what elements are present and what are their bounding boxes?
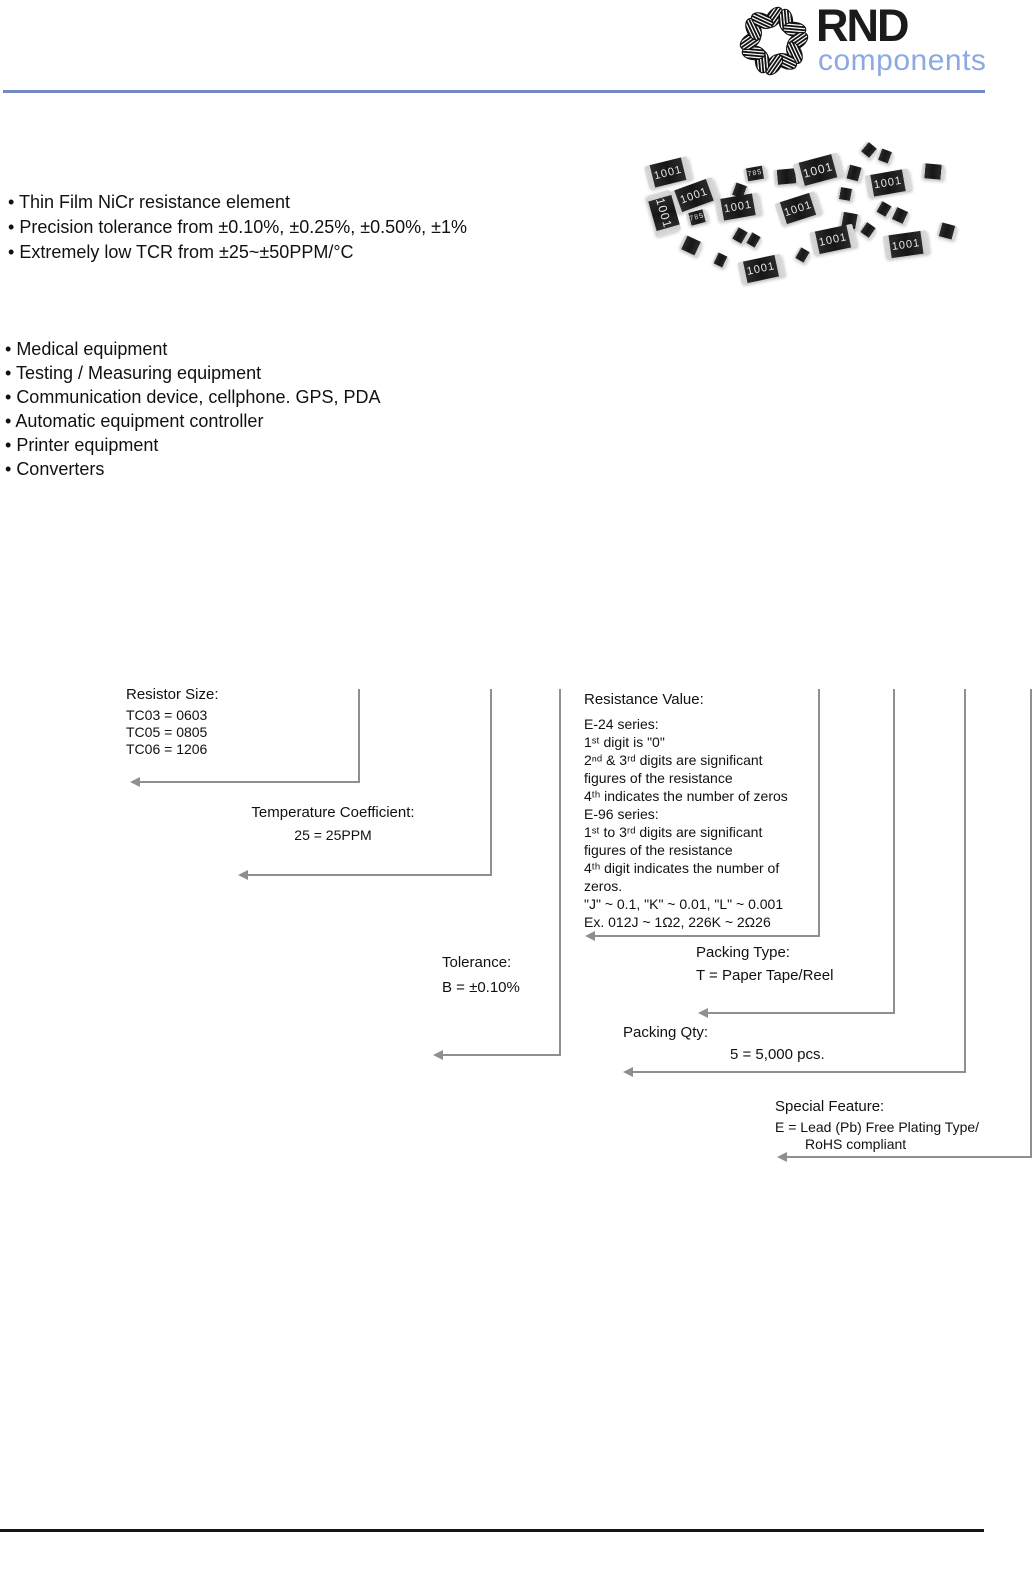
leader-vline-tolerance	[559, 689, 561, 1056]
leader-vline-resistor-size	[358, 689, 360, 783]
application-item: • Printer equipment	[5, 433, 381, 457]
pn-line: 4ᵗʰ digit indicates the number of	[584, 860, 780, 876]
leader-hline-tolerance	[441, 1054, 561, 1056]
leader-arrow-temperature-coefficient	[238, 870, 248, 880]
footer-rule	[0, 1529, 984, 1532]
pn-title: Tolerance:	[442, 954, 512, 971]
chip-label: 1001	[872, 174, 904, 192]
pn-title: Packing Type:	[696, 944, 790, 961]
leader-arrow-special-feature	[777, 1152, 787, 1162]
pn-lines	[696, 967, 833, 984]
pn-lines	[775, 1119, 979, 1153]
pn-line: TC06 = 1206	[126, 741, 208, 757]
chip-label: 785	[689, 212, 705, 223]
pn-line: 4ᵗʰ indicates the number of zeros	[584, 788, 788, 804]
leader-vline-temperature-coefficient	[490, 689, 492, 876]
logo-subtext: components	[818, 44, 987, 77]
application-item: • Testing / Measuring equipment	[5, 361, 381, 385]
leader-vline-resistance-value	[818, 689, 820, 937]
leader-arrow-tolerance	[433, 1050, 443, 1060]
chip-label: 1001	[745, 260, 777, 278]
pn-field-resistance-value	[584, 691, 788, 931]
pn-field-special-feature	[775, 1098, 979, 1153]
pn-line: E = Lead (Pb) Free Plating Type/	[775, 1119, 980, 1135]
pn-lines	[237, 827, 429, 844]
pn-line: Ex. 012J ~ 1Ω2, 226K ~ 2Ω26	[584, 914, 771, 930]
pn-title: Packing Qty:	[623, 1024, 709, 1041]
pn-title: Special Feature:	[775, 1098, 885, 1115]
leader-vline-packing-qty	[964, 689, 966, 1073]
pn-line: B = ±0.10%	[442, 979, 520, 996]
pn-line: 25 = 25PPM	[294, 827, 372, 843]
pn-lines	[126, 707, 219, 758]
leader-arrow-resistor-size	[130, 777, 140, 787]
pn-line: figures of the resistance	[584, 770, 733, 786]
pn-field-tolerance	[442, 954, 520, 996]
application-item: • Communication device, cellphone. GPS, PDA	[5, 385, 381, 409]
leader-hline-special-feature	[785, 1156, 1032, 1158]
chip-label: 1001	[817, 230, 849, 249]
feature-item: • Extremely low TCR from ±25~±50PPM/°C	[8, 240, 467, 265]
leader-hline-packing-qty	[631, 1071, 966, 1073]
logo-wordmark: RND	[816, 0, 908, 51]
pn-title: Temperature Coefficient:	[251, 804, 415, 821]
pn-line: figures of the resistance	[584, 842, 733, 858]
feature-item: • Thin Film NiCr resistance element	[8, 190, 467, 215]
leader-hline-resistor-size	[138, 781, 360, 783]
pn-line: TC03 = 0603	[126, 707, 208, 723]
feature-item: • Precision tolerance from ±0.10%, ±0.25%, ±0.50%, ±1%	[8, 215, 467, 240]
pn-line: "J" ~ 0.1, "K" ~ 0.01, "L" ~ 0.001	[584, 896, 784, 912]
chip-label: 785	[747, 168, 763, 179]
pn-lines	[584, 715, 788, 931]
pn-lines	[623, 1046, 825, 1063]
pn-line: zeros.	[584, 878, 623, 894]
chip-label: 1001	[653, 196, 675, 230]
leader-arrow-resistance-value	[585, 931, 595, 941]
pn-line: E-96 series:	[584, 806, 659, 822]
pn-line: 1ˢᵗ digit is "0"	[584, 734, 665, 750]
leader-arrow-packing-qty	[623, 1067, 633, 1077]
leader-hline-resistance-value	[593, 935, 820, 937]
pn-line: TC05 = 0805	[126, 724, 208, 740]
chip-label: 1001	[652, 163, 684, 182]
chip-label: 1001	[722, 198, 754, 216]
pn-title: Resistance Value:	[584, 691, 704, 708]
pn-line: 2ⁿᵈ & 3ʳᵈ digits are significant	[584, 752, 763, 768]
chip-label: 1001	[801, 159, 835, 181]
pn-field-packing-qty	[623, 1024, 825, 1063]
pn-line: T = Paper Tape/Reel	[696, 967, 834, 984]
leader-vline-special-feature	[1030, 689, 1032, 1158]
pn-field-temperature-coefficient	[237, 804, 429, 844]
pn-lines	[442, 979, 520, 996]
leader-arrow-packing-type	[698, 1008, 708, 1018]
pn-title: Resistor Size:	[126, 686, 219, 703]
chip-label: 1001	[891, 236, 921, 253]
pn-line: RoHS compliant	[805, 1136, 907, 1152]
leader-hline-packing-type	[706, 1012, 895, 1014]
pn-field-packing-type	[696, 944, 833, 984]
application-item: • Automatic equipment controller	[5, 409, 381, 433]
pn-line: 1ˢᵗ to 3ʳᵈ digits are significant	[584, 824, 763, 840]
application-item: • Medical equipment	[5, 337, 381, 361]
chip-label: 1001	[782, 198, 814, 219]
chip-label: 1001	[678, 184, 710, 207]
pn-line: 5 = 5,000 pcs.	[730, 1046, 825, 1063]
pn-line: E-24 series:	[584, 716, 659, 732]
leader-hline-temperature-coefficient	[246, 874, 492, 876]
application-item: • Converters	[5, 457, 381, 481]
leader-vline-packing-type	[893, 689, 895, 1014]
pn-field-resistor-size	[126, 686, 219, 758]
